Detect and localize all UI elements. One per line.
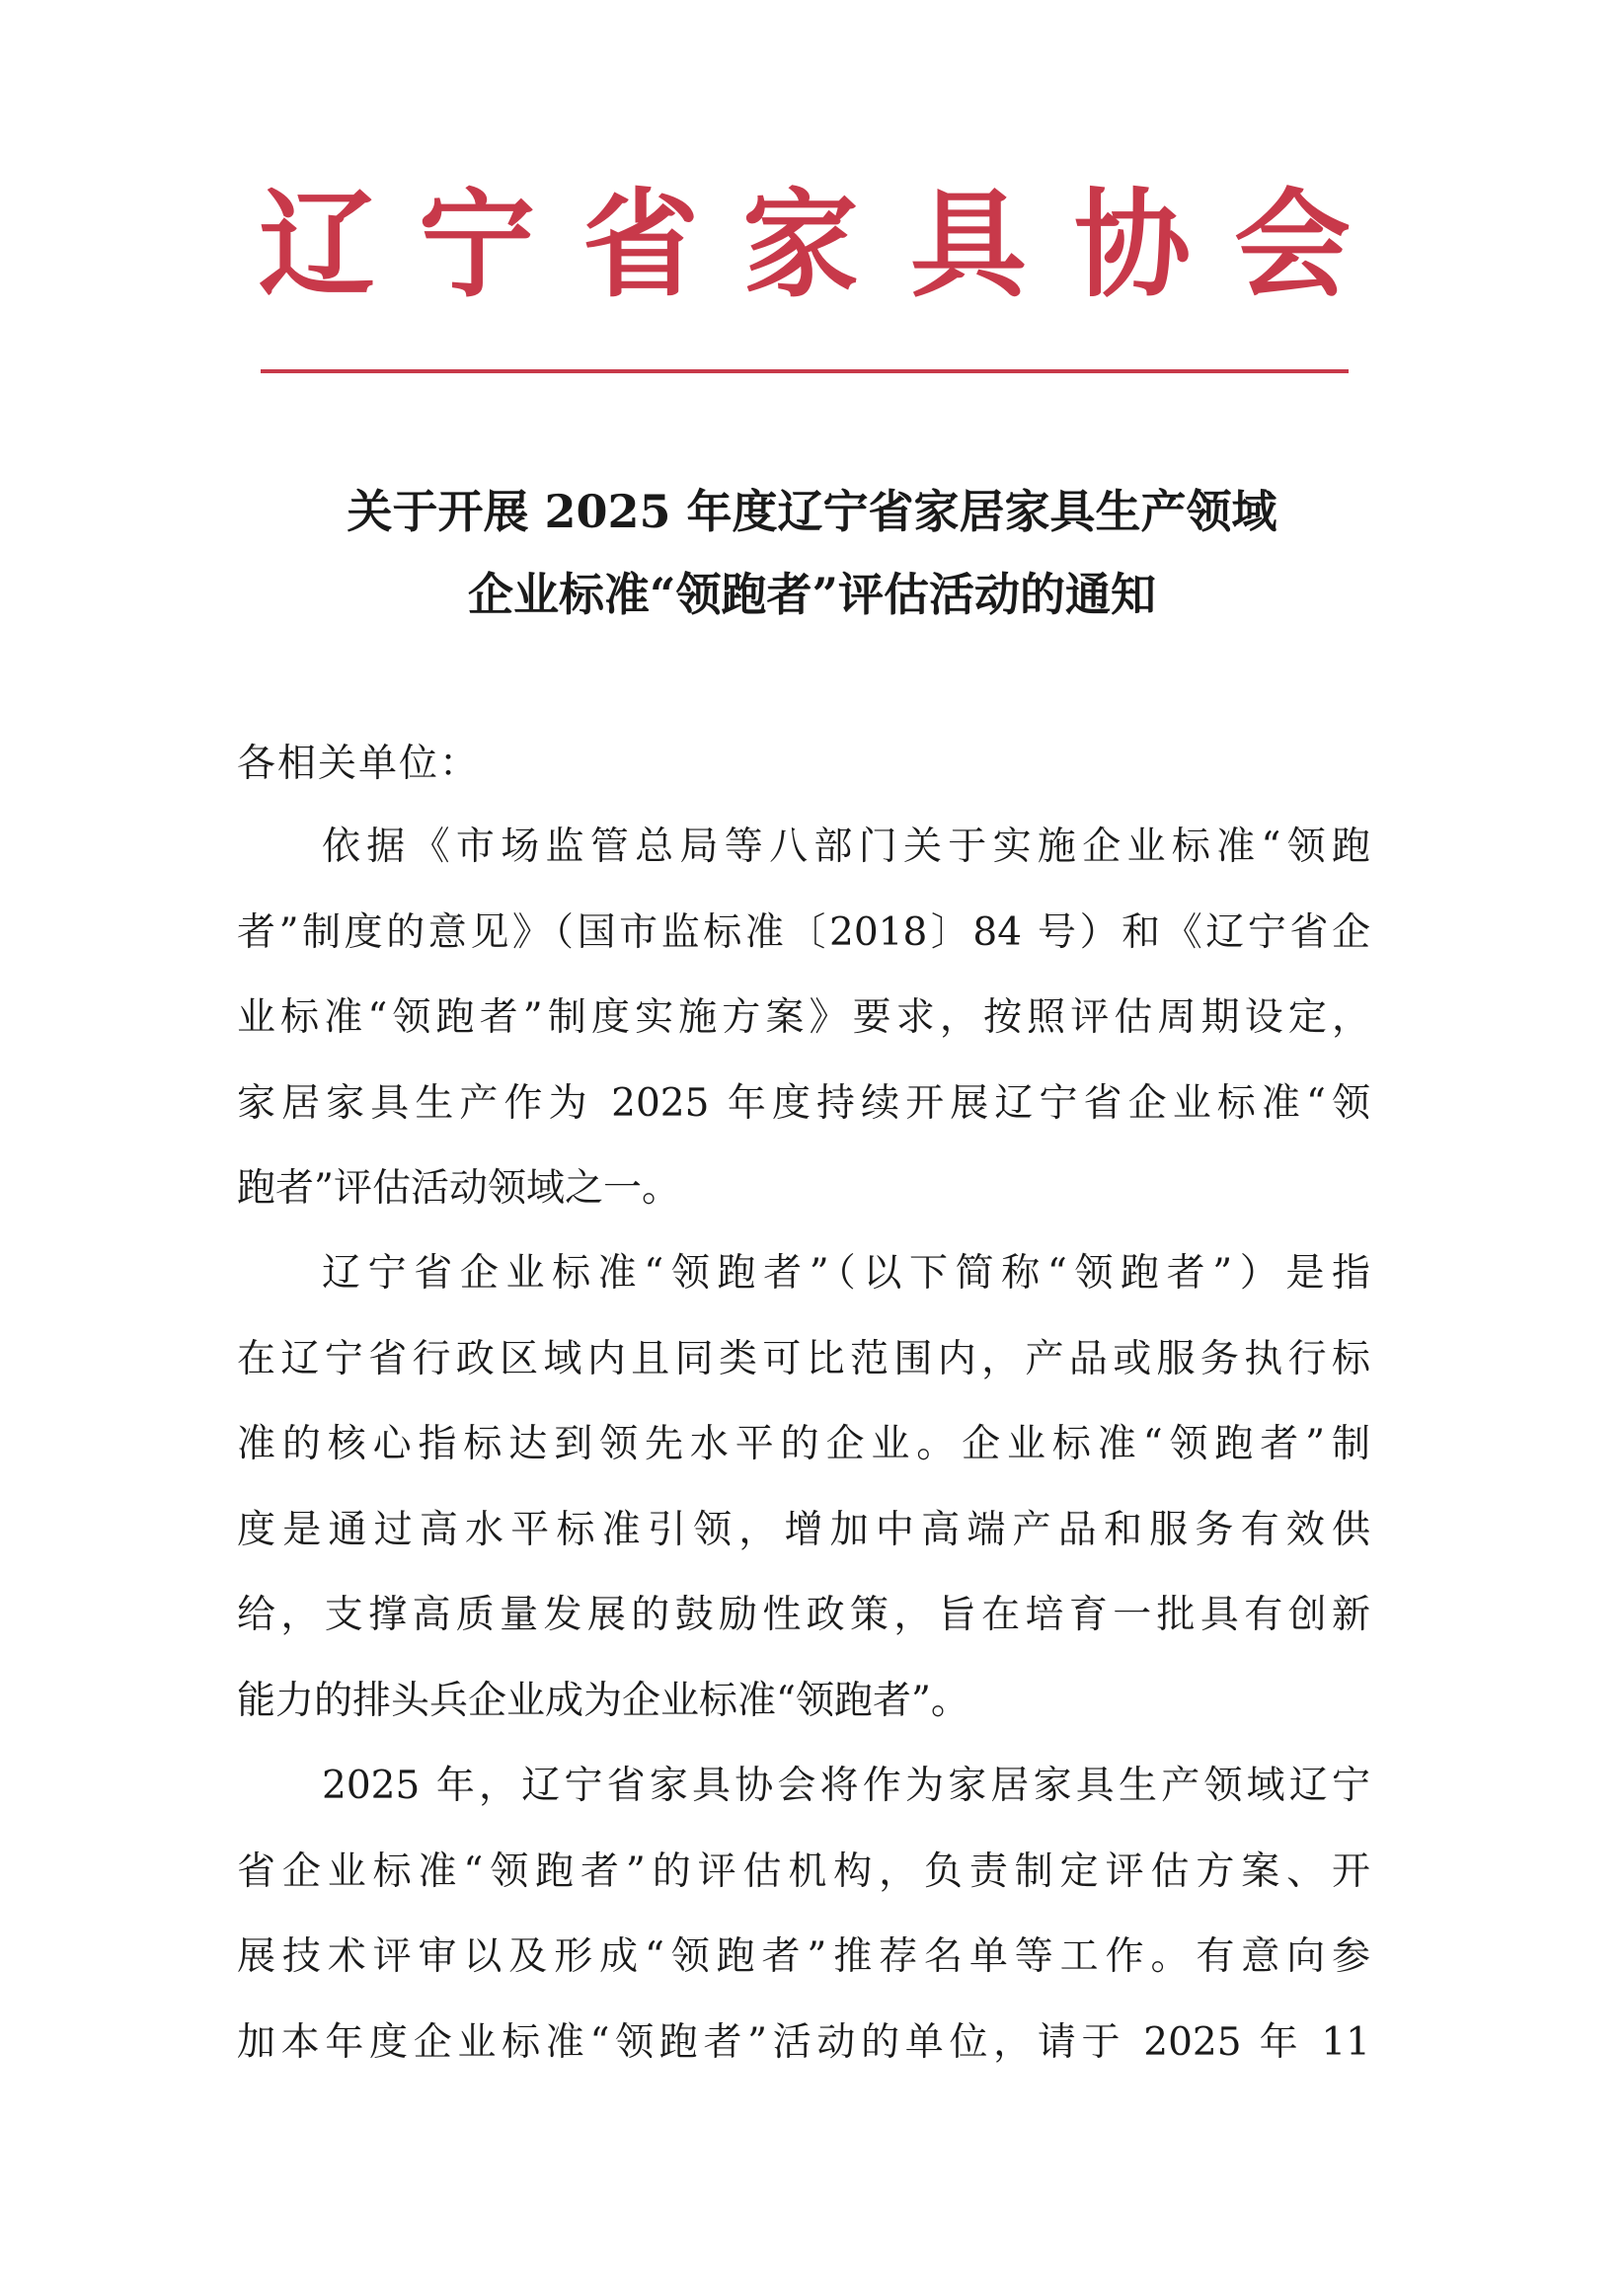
salutation: 各相关单位： [237,742,481,786]
letterhead-char: 具 [910,176,1028,313]
body-line: 辽宁省企业标准“领跑者”（以下简称“领跑者”）是指 [322,1251,1370,1296]
body-line: 2025 年，辽宁省家具协会将作为家居家具生产领域辽宁 [322,1764,1370,1808]
letterhead-char: 协 [1074,176,1192,313]
letterhead-char: 辽 [259,176,376,313]
body-line: 加本年度企业标准“领跑者”活动的单位，请于 2025 年 11 [237,2020,1370,2065]
body-line: 者”制度的意见》（国市监标准〔2018〕84 号）和《辽宁省企 [237,910,1370,955]
letterhead-divider [261,369,1349,373]
body-line: 跑者”评估活动领域之一。 [237,1166,680,1211]
body-line: 在辽宁省行政区域内且同类可比范围内，产品或服务执行标 [237,1337,1370,1381]
body-line: 度是通过高水平标准引领，增加中高端产品和服务有效供 [237,1508,1370,1552]
body-line: 准的核心指标达到领先水平的企业。企业标准“领跑者”制 [237,1422,1370,1466]
document-title-line-2: 企业标准“领跑者”评估活动的通知 [468,568,1156,621]
letterhead-char: 会 [1234,176,1352,313]
letterhead-char: 省 [582,176,700,313]
body-line: 业标准“领跑者”制度实施方案》要求，按照评估周期设定， [237,995,1370,1040]
body-line: 给，支撑高质量发展的鼓励性政策，旨在培育一批具有创新 [237,1593,1370,1637]
body-line: 家居家具生产作为 2025 年度持续开展辽宁省企业标准“领 [237,1081,1370,1126]
body-line: 依据《市场监管总局等八部门关于实施企业标准“领跑 [322,825,1370,869]
body-line: 能力的排头兵企业成为企业标准“领跑者”。 [237,1679,969,1723]
body-line: 展技术评审以及形成“领跑者”推荐名单等工作。有意向参 [237,1934,1370,1979]
letterhead-char: 家 [742,176,860,313]
letterhead-org-name [0,166,1624,324]
letterhead-char: 宁 [419,176,536,313]
body-line: 省企业标准“领跑者”的评估机构，负责制定评估方案、开 [237,1849,1370,1894]
document-title-line-1: 关于开展 2025 年度辽宁省家居家具生产领域 [347,485,1277,538]
